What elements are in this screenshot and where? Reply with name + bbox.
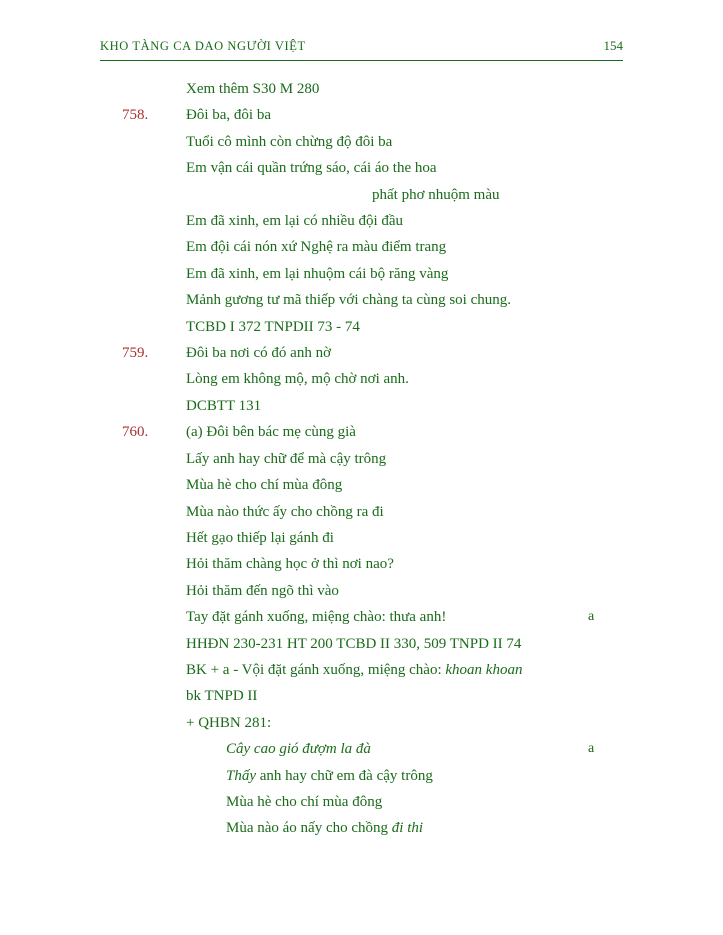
line-text <box>100 683 257 709</box>
text-line <box>100 815 623 841</box>
line-text <box>100 76 319 102</box>
text-line <box>100 604 623 630</box>
line-text <box>100 815 423 841</box>
text-line <box>100 129 623 155</box>
entry-number: 758. <box>122 107 149 124</box>
entry-number: 760. <box>122 424 149 441</box>
line-text <box>100 155 437 181</box>
plain-text: (a) Đôi bên bác mẹ cùng già <box>186 424 356 441</box>
plain-text: Lấy anh hay chữ để mà cậy trông <box>186 450 387 467</box>
plain-text: + QHBN 281: <box>186 714 272 731</box>
plain-text: Tay đặt gánh xuống, miệng chào: thưa anh! <box>186 609 447 626</box>
plain-text: Em đội cái nón xứ Nghệ ra màu điểm trang <box>186 239 447 256</box>
line-text <box>100 710 271 736</box>
plain-text: Lòng em không mộ, mộ chờ nơi anh. <box>186 371 409 388</box>
plain-text: Đôi ba nơi có đó anh nờ <box>186 345 332 362</box>
plain-text: Mảnh gương tư mã thiếp với chàng ta cùng soi chung. <box>186 292 511 309</box>
variant-marker: a <box>588 609 595 625</box>
plain-text: Đôi ba, đôi ba <box>186 107 271 124</box>
plain-text: Em vận cái quần trứng sáo, cái áo the hoa <box>186 160 437 177</box>
text-line <box>100 393 623 419</box>
text-line <box>100 366 623 392</box>
page-header <box>100 38 623 61</box>
italic-text: Cây cao gió đượm la đà <box>226 741 371 758</box>
plain-text: Hỏi thăm đến ngõ thì vào <box>186 582 339 599</box>
text-line <box>100 314 623 340</box>
plain-text: Mùa hè cho chí mùa đông <box>186 477 343 494</box>
entry-number: 759. <box>122 345 149 362</box>
text-line <box>100 76 623 102</box>
text-line <box>100 657 623 683</box>
plain-text: phất phơ nhuộm màu <box>372 186 500 203</box>
italic-text: Thấy <box>226 767 256 784</box>
text-line <box>100 472 623 498</box>
line-text <box>100 472 342 498</box>
plain-text: anh hay chữ em đà cậy trông <box>256 767 433 784</box>
line-text <box>100 736 371 762</box>
text-line <box>100 763 623 789</box>
text-line <box>100 208 623 234</box>
text-line <box>100 340 623 366</box>
line-text <box>100 314 360 340</box>
plain-text: Hết gạo thiếp lại gánh đi <box>186 529 334 546</box>
text-line <box>100 578 623 604</box>
line-text <box>100 287 511 313</box>
line-text <box>100 499 384 525</box>
text-line <box>100 446 623 472</box>
plain-text: TCBD I 372 TNPDII 73 - 74 <box>186 318 360 335</box>
plain-text: Mùa nào thức ấy cho chồng ra đi <box>186 503 384 520</box>
plain-text: BK + a - Vội đặt gánh xuống, miệng chào: <box>186 661 446 678</box>
plain-text: Mùa hè cho chí mùa đông <box>226 793 383 810</box>
text-line <box>100 736 623 762</box>
line-text <box>100 631 521 657</box>
text-line <box>100 102 623 128</box>
plain-text: Em đã xinh, em lại có nhiều đội đầu <box>186 213 404 230</box>
text-line <box>100 419 623 445</box>
plain-text: bk TNPD II <box>186 688 258 705</box>
plain-text: Mùa nào áo nấy cho chồng <box>226 820 392 837</box>
plain-text: Tuổi cô mình còn chừng độ đôi ba <box>186 133 393 150</box>
plain-text: Em đã xinh, em lại nhuộm cái bộ răng vàng <box>186 265 449 282</box>
line-text <box>100 261 448 287</box>
plain-text: Hỏi thăm chàng học ở thì nơi nao? <box>186 556 394 573</box>
text-line <box>100 287 623 313</box>
text-line <box>100 182 623 208</box>
plain-text: HHĐN 230-231 HT 200 TCBD II 330, 509 TNPD II 74 <box>186 635 522 652</box>
italic-text: khoan khoan <box>445 661 523 678</box>
page-number: 154 <box>603 38 623 53</box>
text-line <box>100 631 623 657</box>
line-text <box>100 393 261 419</box>
plain-text: Xem thêm S30 M 280 <box>186 81 320 97</box>
text-line <box>100 499 623 525</box>
text-line <box>100 789 623 815</box>
text-line <box>100 683 623 709</box>
line-text <box>100 763 433 789</box>
text-line <box>100 710 623 736</box>
italic-text: đi thi <box>391 820 424 837</box>
line-text <box>100 129 392 155</box>
text-line <box>100 234 623 260</box>
text-line <box>100 155 623 181</box>
plain-text: DCBTT 131 <box>186 397 262 414</box>
line-text <box>100 234 446 260</box>
book-title: KHO TÀNG CA DAO NGƯỜI VIỆT <box>100 39 306 53</box>
line-text <box>100 604 446 630</box>
line-text <box>100 446 386 472</box>
line-text <box>100 525 334 551</box>
line-text <box>100 789 382 815</box>
line-text <box>100 182 500 208</box>
line-text <box>100 578 339 604</box>
variant-marker: a <box>588 741 595 757</box>
line-text <box>100 208 403 234</box>
line-text <box>100 657 522 683</box>
line-text <box>100 551 394 577</box>
text-line <box>100 551 623 577</box>
text-line <box>100 261 623 287</box>
text-line <box>100 525 623 551</box>
line-text <box>100 366 409 392</box>
page-body <box>100 76 623 842</box>
